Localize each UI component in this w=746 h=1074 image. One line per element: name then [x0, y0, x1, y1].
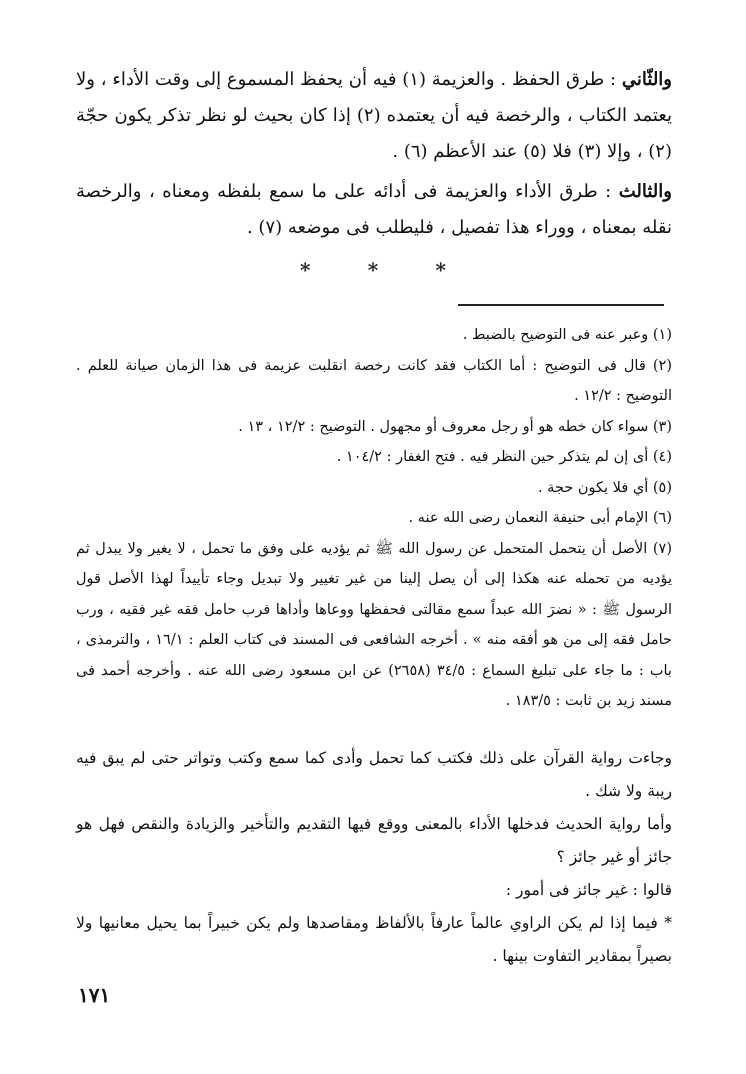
paragraph-label: والثّاني [621, 69, 672, 90]
paragraph: وأما رواية الحديث فدخلها الأداء بالمعنى ووقع فيها التقديم والتأخير والزيادة والنقص فهل هو جائز أو غير جائز ؟ [76, 815, 672, 866]
footnote-divider [458, 304, 664, 306]
paragraph-label: والثالث [618, 181, 672, 202]
paragraph-text: : طرق الحفظ . والعزيمة (١) فيه أن يحفظ المسموع إلى وقت الأداء ، ولا يعتمد الكتاب ، والرخصة فيه أن يعتمده (٢) إذا كان بحيث لو نظر تذكر يكون حجّة (٢) ، وإلا (٣) فلا (٥) عند الأعظم (٦) . [76, 69, 672, 162]
separator-star: * [435, 258, 446, 282]
footnote: (٧) الأصل أن يتحمل المتحمل عن رسول الله ﷺ ثم يؤديه على وفق ما تحمل ، لا يغير ولا يبدل ثم يؤديه من تحمله عنه هكذا إلى أن يصل إلينا من غير تغيير ولا تبديل وجاء تأييداً لهذا الأصل قول الرسول ﷺ : « نضرَ الله عبداً سمع مقالتى فحفظها ووعاها وأداها فرب حامل فقه غير فقيه ، ورب حامل فقه إلى من هو أفقه منه » . أخرجه الشافعى فى المسند فى كتاب العلم : ١٦/١ ، والترمذى ، باب : ما جاء على تبليغ السماع : ٣٤/٥ (٢٦٥٨) عن ابن مسعود رضى الله عنه . وأخرجه أحمد فى مسند زيد بن ثابت : ١٨٣/٥ . [76, 540, 672, 709]
footnote: (٤) أى إن لم يتذكر حين النظر فيه . فتح الغفار : ١٠٤/٢ . [336, 449, 672, 465]
paragraph: * فيما إذا لم يكن الراوي عالماً عارفاً بالألفاظ ومقاصدها ولم يكن خبيراً بما يحيل معانيها ولا بصيراً بمقادير التفاوت بينها . [76, 914, 672, 965]
separator-star: * [300, 258, 311, 282]
footnote: (٢) قال فى التوضيح : أما الكتاب فقد كانت رخصة انقلبت عزيمة فى هذا الزمان صيانة للعلم . التوضيح : ١٢/٢ . [76, 357, 672, 404]
paragraph-third-method [76, 174, 672, 246]
page-number: ١٧١ [78, 983, 111, 1007]
paragraph-text: : طرق الأداء والعزيمة فى أدائه على ما سمع بلفظه ومعناه ، والرخصة نقله بمعناه ، ووراء هذا تفصيل ، فليطلب فى موضعه (٧) . [76, 181, 672, 238]
footnote: (٣) سواء كان خطه هو أو رجل معروف أو مجهول . التوضيح : ١٢/٢ ، ١٣ . [238, 418, 672, 435]
section-separator [300, 258, 446, 282]
continuation-text [76, 742, 672, 973]
paragraph-second-method [76, 62, 672, 170]
main-text [76, 62, 672, 250]
footnote: (٥) أي فلا يكون حجة . [537, 479, 672, 496]
separator-star: * [367, 258, 379, 282]
footnote: (٦) الإمام أبى حنيفة النعمان رضى الله عنه . [408, 510, 672, 526]
footnote: (١) وعبر عنه فى التوضيح بالضبط . [462, 327, 672, 343]
footnotes [76, 320, 672, 717]
paragraph: وجاءت رواية القرآن على ذلك فكتب كما تحمل وأدى كما سمع وكتب وتواتر حتى لم يبق فيه ريبة ولا شك . [76, 749, 672, 800]
paragraph: قالوا : غير جائز فى أمور : [505, 881, 672, 899]
